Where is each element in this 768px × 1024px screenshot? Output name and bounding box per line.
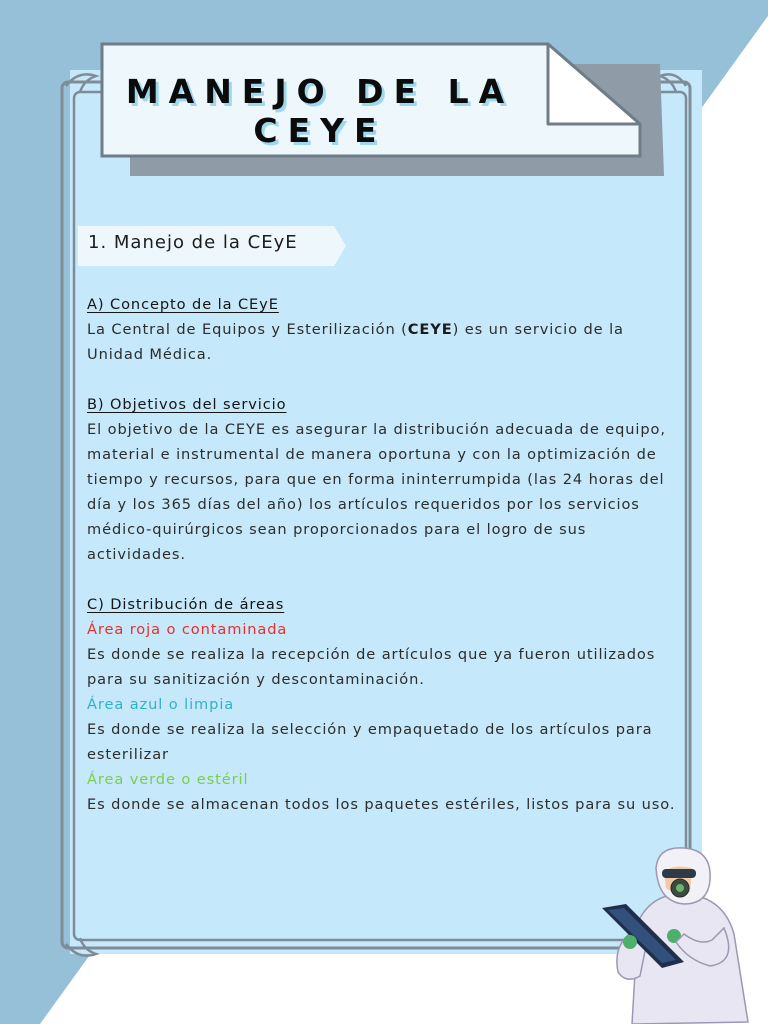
concept-text-after: ) es un servicio de la Unidad Médica. <box>87 321 624 363</box>
objectives-paragraph: El objetivo de la CEYE es asegurar la distribución adecuada de equipo, material e instrumental de manera oportuna y con la optimización de tiempo y recursos, para que en forma ininterrumpida (las 24 horas del día y los 365 días del año) los artículos requeridos por los servicios médico-quirúrgicos sean proporcionados para el logro de sus actividades. <box>87 421 666 563</box>
goggles <box>662 869 696 878</box>
area-blue-text: Es donde se realiza la selección y empaquetado de los artículos para esterilizar <box>87 721 653 763</box>
mask-filter <box>676 884 684 892</box>
concept-heading: A) Concepto de la CEyE <box>87 296 279 313</box>
areas-heading: C) Distribución de áreas <box>87 596 285 613</box>
health-worker-illustration <box>592 842 762 1024</box>
area-green-text: Es donde se almacenan todos los paquetes estériles, listos para su uso. <box>87 796 676 813</box>
area-red-title: Área roja o contaminada <box>87 621 288 638</box>
section-tab <box>78 226 346 266</box>
concept-text-bold: CEYE <box>407 321 453 338</box>
section-title: 1. Manejo de la CEyE <box>88 232 298 253</box>
suit-body <box>632 894 748 1024</box>
objectives-heading: B) Objetivos del servicio <box>87 396 287 413</box>
area-green-title: Área verde o estéril <box>87 771 249 788</box>
content-body <box>87 292 677 817</box>
area-red-text: Es donde se realiza la recepción de artículos que ya fueron utilizados para su sanitización y descontaminación. <box>87 646 656 688</box>
page-title: MANEJO DE LA CEYE <box>125 72 515 150</box>
concept-paragraph <box>87 317 677 367</box>
glove-left <box>623 935 637 949</box>
area-blue-title: Área azul o limpia <box>87 696 235 713</box>
concept-text-before: La Central de Equipos y Esterilización ( <box>87 321 408 338</box>
